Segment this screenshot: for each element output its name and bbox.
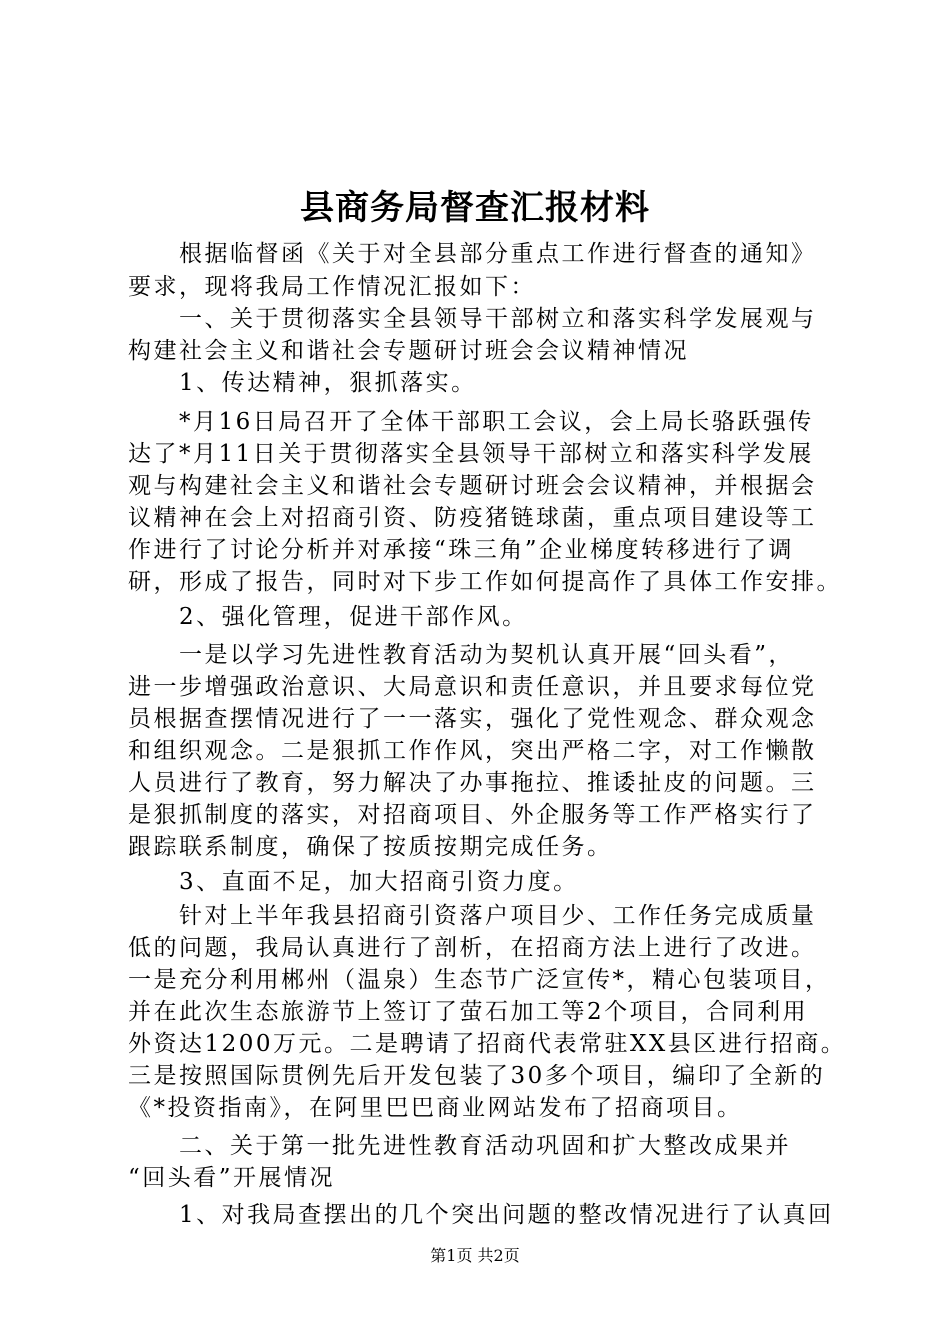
body-line: 一、关于贯彻落实全县领导干部树立和落实科学发展观与 bbox=[128, 306, 817, 332]
body-line: 三是按照国际贯例先后开发包装了30多个项目，编印了全新的 bbox=[128, 1063, 826, 1089]
body-line: 和组织观念。二是狠抓工作作风，突出严格二字，对工作懒散 bbox=[128, 738, 817, 764]
body-line: 低的问题，我局认真进行了剖析，在招商方法上进行了改进。 bbox=[128, 935, 817, 961]
body-line: 观与构建社会主义和谐社会专题研讨班会会议精神，并根据会 bbox=[128, 473, 817, 499]
body-line: 员根据查摆情况进行了一一落实，强化了党性观念、群众观念 bbox=[128, 706, 817, 732]
body-line: “回头看”开展情况 bbox=[128, 1165, 336, 1191]
body-line: 根据临督函《关于对全县部分重点工作进行督查的通知》 bbox=[128, 241, 817, 267]
body-line: 达了*月11日关于贯彻落实全县领导干部树立和落实科学发展 bbox=[128, 441, 814, 467]
body-line: 是狠抓制度的落实，对招商项目、外企服务等工作严格实行了 bbox=[128, 802, 817, 828]
body-line: 并在此次生态旅游节上签订了萤石加工等2个项目，合同利用 bbox=[128, 999, 809, 1025]
page-footer: 第1页 共2页 bbox=[430, 1246, 520, 1265]
body-line: 《*投资指南》，在阿里巴巴商业网站发布了招商项目。 bbox=[128, 1095, 743, 1121]
body-line: 1、传达精神，狠抓落实。 bbox=[128, 370, 477, 396]
body-line: 一是充分利用郴州（温泉）生态节广泛宣传*，精心包装项目， bbox=[128, 967, 831, 993]
body-line: 要求，现将我局工作情况汇报如下： bbox=[128, 274, 536, 300]
body-line: 一是以学习先进性教育活动为契机认真开展“回头看”， bbox=[128, 642, 795, 668]
body-line: 3、直面不足，加大招商引资力度。 bbox=[128, 869, 579, 895]
body-line: 研，形成了报告，同时对下步工作如何提高作了具体工作安排。 bbox=[128, 569, 842, 595]
body-line: 二、关于第一批先进性教育活动巩固和扩大整改成果并 bbox=[128, 1133, 791, 1159]
body-line: 议精神在会上对招商引资、防疫猪链球菌，重点项目建设等工 bbox=[128, 505, 817, 531]
body-line: 构建社会主义和谐社会专题研讨班会会议精神情况 bbox=[128, 338, 689, 364]
body-line: 外资达1200万元。二是聘请了招商代表常驻XX县区进行招商。 bbox=[128, 1031, 847, 1057]
body-line: *月16日局召开了全体干部职工会议，会上局长骆跃强传 bbox=[128, 409, 814, 435]
body-line: 人员进行了教育，努力解决了办事拖拉、推诿扯皮的问题。三 bbox=[128, 770, 817, 796]
body-line: 跟踪联系制度，确保了按质按期完成任务。 bbox=[128, 834, 613, 860]
body-line: 针对上半年我县招商引资落户项目少、工作任务完成质量 bbox=[128, 903, 817, 929]
body-line: 2、强化管理，促进干部作风。 bbox=[128, 604, 528, 630]
document-title: 县商务局督查汇报材料 bbox=[300, 188, 650, 228]
body-line: 1、对我局查摆出的几个突出问题的整改情况进行了认真回 bbox=[128, 1202, 834, 1228]
body-line: 进一步增强政治意识、大局意识和责任意识，并且要求每位党 bbox=[128, 674, 817, 700]
body-line: 作进行了讨论分析并对承接“珠三角”企业梯度转移进行了调 bbox=[128, 537, 795, 563]
